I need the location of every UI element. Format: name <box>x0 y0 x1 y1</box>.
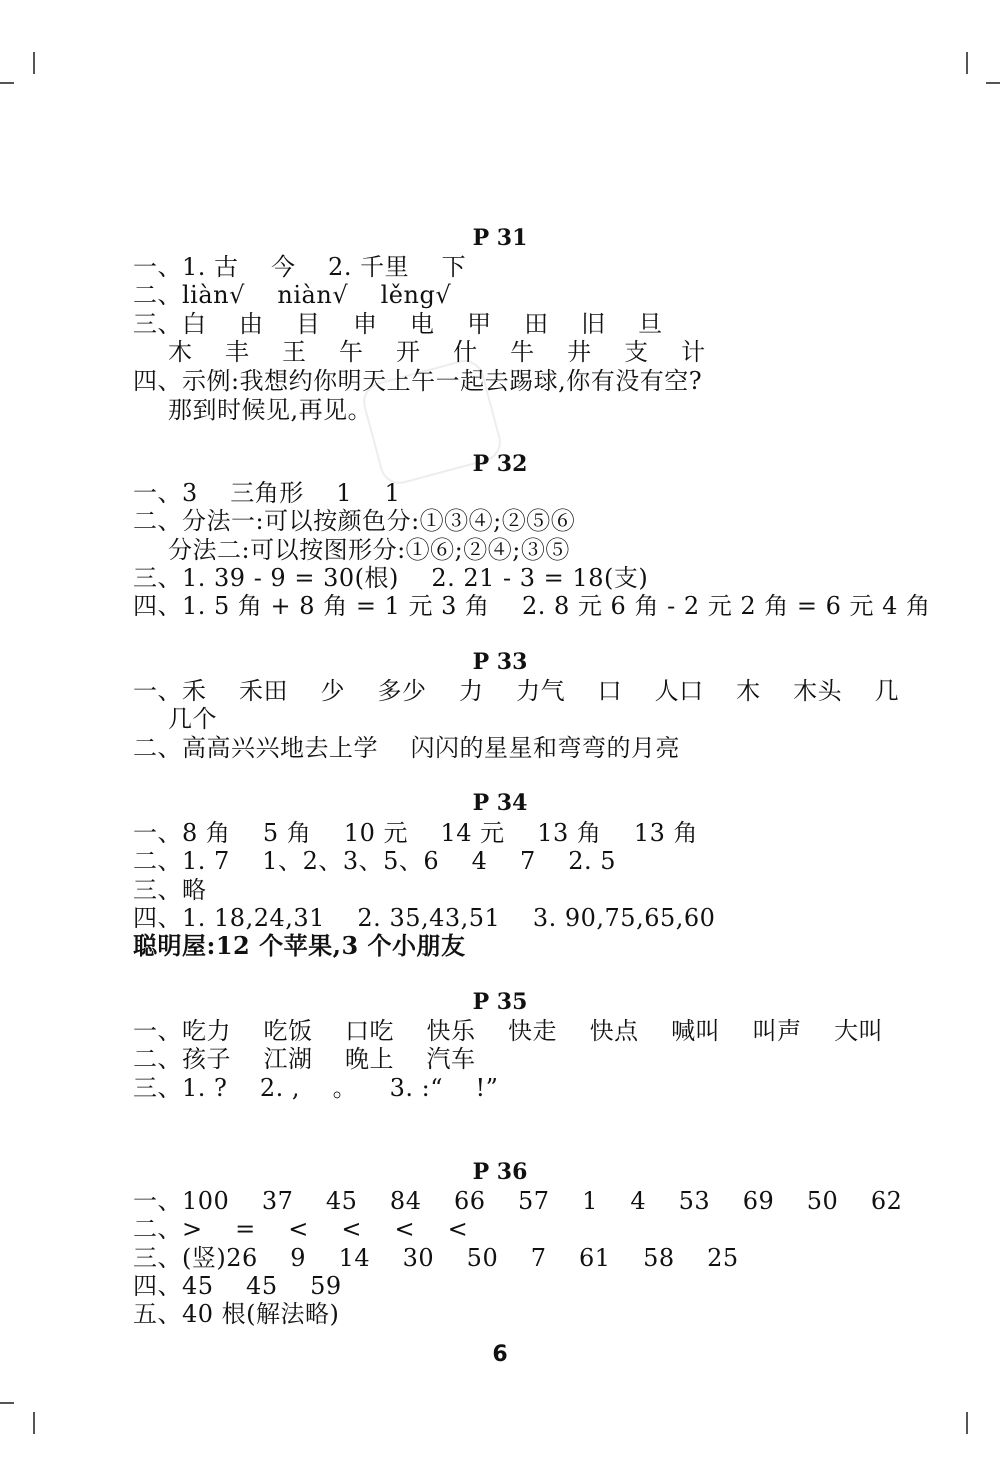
answer-line: 那到时候见,再见。 <box>168 396 373 424</box>
section-heading-p36: P 36 <box>472 1159 528 1185</box>
crop-mark-bottom-left-h <box>0 1402 14 1404</box>
section-heading-p32: P 32 <box>472 451 528 477</box>
answer-line: 三、(竖)26 9 14 30 50 7 61 58 25 <box>133 1244 739 1272</box>
section-heading-p35: P 35 <box>472 989 528 1015</box>
answer-line: 一、1. 古 今 2. 千里 下 <box>133 253 467 281</box>
answer-line: 一、8 角 5 角 10 元 14 元 13 角 13 角 <box>133 819 699 847</box>
answer-line: 一、3 三角形 1 1 <box>133 479 401 507</box>
page-number: 6 <box>492 1342 508 1367</box>
crop-mark-top-left-v <box>33 52 35 74</box>
answer-line: 二、分法一:可以按颜色分:①③④;②⑤⑥ <box>133 507 576 535</box>
section-heading-p33: P 33 <box>472 649 528 675</box>
crop-mark-bottom-right-v <box>966 1412 968 1434</box>
answer-line: 二、> = < < < < <box>133 1215 469 1243</box>
answer-line: 四、1. 18,24,31 2. 35,43,51 3. 90,75,65,60 <box>133 904 716 932</box>
answer-line: 二、高高兴兴地去上学 闪闪的星星和弯弯的月亮 <box>133 734 681 762</box>
answer-line: 二、孩子 江湖 晚上 汽车 <box>133 1045 476 1073</box>
answer-line: 三、白 由 目 申 电 甲 田 旧 旦 <box>133 310 663 338</box>
answer-line: 几个 <box>168 705 217 733</box>
answer-line: 三、1. ? 2. , 。 3. :“ !” <box>133 1074 499 1102</box>
answer-line: 二、liàn√ niàn√ lěng√ <box>133 281 452 309</box>
section-heading-p31: P 31 <box>472 225 528 251</box>
answer-line: 分法二:可以按图形分:①⑥;②④;③⑤ <box>168 536 570 564</box>
answer-line: 四、示例:我想约你明天上午一起去踢球,你有没有空? <box>133 367 703 395</box>
crop-mark-top-right-h <box>986 82 1000 84</box>
section-heading-p34: P 34 <box>472 790 528 816</box>
answer-line: 四、45 45 59 <box>133 1272 342 1300</box>
answer-line: 木 丰 王 午 开 什 牛 井 支 计 <box>168 338 706 366</box>
crop-mark-top-left-h <box>0 82 14 84</box>
answer-line: 一、100 37 45 84 66 57 1 4 53 69 50 62 <box>133 1187 903 1215</box>
crop-mark-top-right-v <box>966 52 968 74</box>
answer-line: 一、吃力 吃饭 口吃 快乐 快走 快点 喊叫 叫声 大叫 <box>133 1017 884 1045</box>
answer-line: 三、略 <box>133 876 207 904</box>
answer-line: 三、1. 39 - 9 = 30(根) 2. 21 - 3 = 18(支) <box>133 564 649 592</box>
answer-line: 五、40 根(解法略) <box>133 1300 340 1328</box>
crop-mark-bottom-left-v <box>33 1412 35 1434</box>
answer-line: 一、禾 禾田 少 多少 力 力气 口 人口 木 木头 几 <box>133 677 900 705</box>
answer-line: 二、1. 7 1、2、3、5、6 4 7 2. 5 <box>133 847 617 875</box>
answer-line: 四、1. 5 角 + 8 角 = 1 元 3 角 2. 8 元 6 角 - 2 元 2 角 = 6 元 4 角 <box>133 592 931 620</box>
answer-line-clever-house: 聪明屋:12 个苹果,3 个小朋友 <box>133 931 466 960</box>
